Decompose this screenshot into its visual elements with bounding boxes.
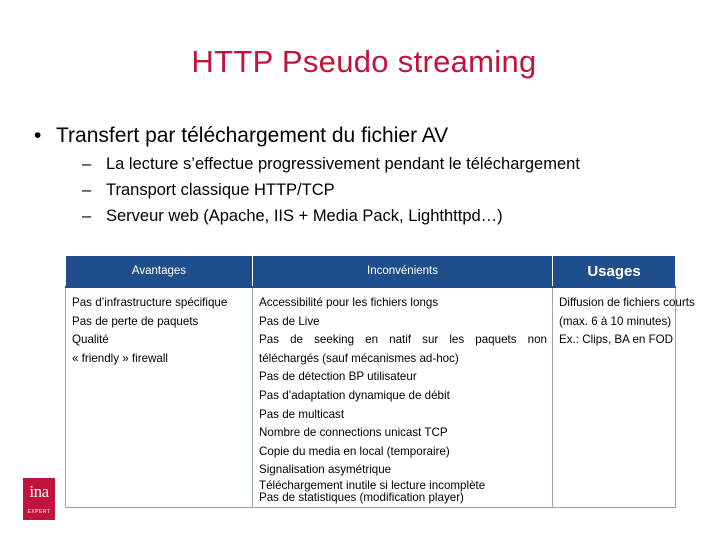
sub-bullet	[34, 177, 714, 203]
list-item: « friendly » firewall	[72, 351, 169, 365]
list-item: Copie du media en local (temporaire)	[259, 444, 450, 458]
bullet-dot: •	[34, 124, 42, 147]
list-item: Pas de Live	[259, 314, 320, 328]
header-avantages: Avantages	[66, 256, 253, 288]
list-item: Pas d’infrastructure spécifique	[72, 296, 228, 309]
list-item: Qualité	[72, 333, 109, 347]
list-item: Pas de multicast	[259, 407, 345, 421]
sub-bullet	[34, 151, 714, 177]
comparison-table	[65, 255, 695, 508]
list-item: Pas de détection BP utilisateur	[259, 370, 417, 384]
list-item: Accessibilité pour les fichiers longs	[259, 296, 439, 309]
cell-usages	[553, 287, 695, 508]
sub-bullet-text: La lecture s’effectue progressivement pendant le téléchargement	[106, 155, 580, 173]
cell-inconvenients	[253, 287, 553, 508]
sub-bullet-text: Transport classique HTTP/TCP	[106, 181, 335, 199]
slide-title: HTTP Pseudo streaming	[191, 44, 537, 79]
main-bullet	[34, 121, 714, 151]
logo-text: ina	[29, 482, 49, 501]
sub-bullet-text: Serveur web (Apache, IIS + Media Pack, Lighthttpd…)	[106, 207, 503, 225]
sub-bullet	[34, 203, 714, 229]
table-header-row	[66, 256, 676, 288]
list-item: Pas d’adaptation dynamique de débit	[259, 388, 450, 402]
list-item: Téléchargement inutile si lecture incomplète	[259, 478, 486, 492]
list-item: Ex.: Clips, BA en FOD	[559, 333, 674, 347]
dash-marker: –	[82, 207, 92, 225]
list-item: Pas de perte de paquets	[72, 314, 199, 328]
header-usages: Usages	[553, 256, 676, 288]
list-item: (max. 6 à 10 minutes)	[559, 314, 672, 328]
dash-marker: –	[82, 155, 92, 173]
list-item: Pas de statistiques (modification player)	[259, 491, 464, 505]
logo-subtext: EXPERT	[27, 509, 51, 515]
ina-expert-logo	[23, 478, 55, 520]
cell-avantages	[66, 287, 253, 508]
table-row	[66, 287, 676, 508]
list-item: Nombre de connections unicast TCP	[259, 426, 448, 440]
bullet-list	[34, 121, 714, 229]
main-bullet-text: Transfert par téléchargement du fichier AV	[56, 124, 449, 147]
list-item: Pas de seeking en natif sur les paquets non	[259, 333, 547, 347]
list-item: Signalisation asymétrique	[259, 463, 392, 477]
list-item: Diffusion de fichiers courts	[559, 296, 695, 309]
list-item: téléchargés (sauf mécanismes ad-hoc)	[259, 351, 459, 365]
dash-marker: –	[82, 181, 92, 199]
header-inconvenients: Inconvénients	[253, 256, 553, 288]
